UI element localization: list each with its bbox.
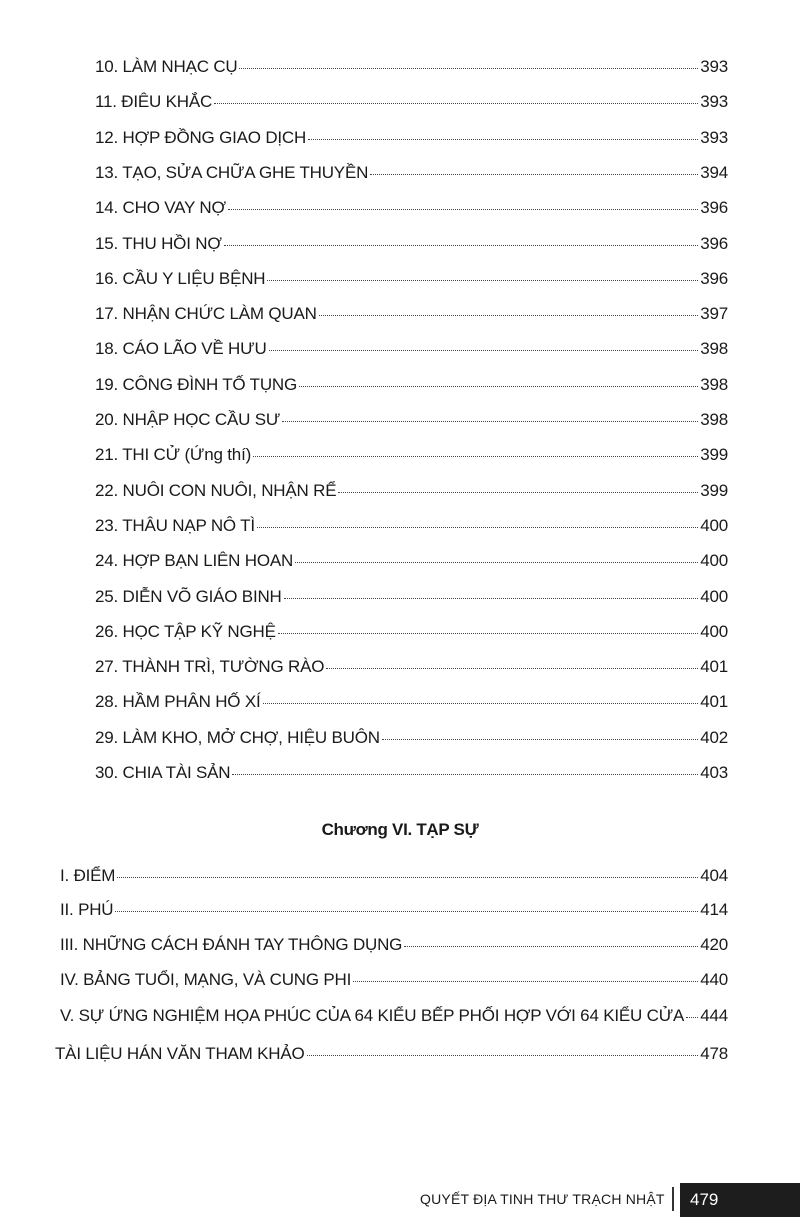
dot-leader [299,386,698,387]
toc-entry-page: 401 [700,657,728,677]
toc-entry-title: 26. HỌC TẬP KỸ NGHỆ [95,621,276,641]
toc-entry-title: II. PHÚ [60,900,114,919]
toc-entry-title: 19. CÔNG ĐÌNH TỐ TỤNG [95,374,298,394]
dot-leader [686,1017,698,1018]
dot-leader [282,421,698,422]
toc-entry-title: 20. NHẬP HỌC CẦU SƯ [95,410,281,429]
toc-entry-title: 16. CẦU Y LIỆU BỆNH [95,268,266,288]
dot-leader [115,911,698,912]
toc-entry-title: TÀI LIỆU HÁN VĂN THAM KHẢO [55,1044,305,1063]
dot-leader [308,139,698,140]
toc-entry [95,198,728,228]
toc-entry-page: 398 [700,374,728,394]
toc-entry [95,410,728,440]
toc-entry-page: 403 [700,763,728,782]
toc-entry-page: 396 [700,198,728,218]
toc-entry-page: 393 [700,92,728,112]
toc-entry [60,970,728,1000]
toc-entry [95,163,728,193]
dot-leader [382,739,698,740]
toc-entry [95,57,728,87]
toc-entry-title: 14. CHO VAY NỢ [95,198,226,218]
toc-entry-page: 440 [700,970,728,989]
toc-entry-page: 398 [700,410,728,429]
toc-entry-page: 399 [700,480,728,500]
dot-leader [224,245,699,246]
toc-entry-page: 396 [700,268,728,288]
toc-entry-title: 23. THÂU NẠP NÔ TÌ [95,515,255,535]
dot-leader [370,174,698,175]
toc-entry-page: 396 [700,233,728,253]
dot-leader [263,703,699,704]
toc-entry-page: 400 [700,621,728,641]
toc-entry [95,622,728,652]
toc-entry [95,234,728,264]
dot-leader [232,774,698,775]
toc-entry-page: 402 [700,727,728,747]
dot-leader [326,668,698,669]
toc-entry [60,900,728,930]
toc-entry-title: 28. HẦM PHÂN HỐ XÍ [95,692,261,712]
dot-leader [319,315,699,316]
toc-entry-page: 400 [700,515,728,535]
dot-leader [284,598,699,599]
dot-leader [253,456,698,457]
dot-leader [307,1055,699,1056]
toc-entry [95,92,728,122]
toc-entry [95,339,728,369]
toc-entry [95,128,728,158]
toc-entry-page: 393 [700,57,728,76]
dot-leader [228,209,698,210]
dot-leader [117,877,698,878]
toc-entry-page: 398 [700,339,728,359]
toc-entry-title: 25. DIỄN VÕ GIÁO BINH [95,586,282,606]
dot-leader [295,562,698,563]
dot-leader [269,350,699,351]
dot-leader [404,946,698,947]
toc-entry-title: 22. NUÔI CON NUÔI, NHẬN RỂ [95,480,337,500]
toc-entry [95,657,728,687]
toc-entry-page: 444 [700,1006,728,1025]
toc-entry-title: 30. CHIA TÀI SẢN [95,763,231,782]
toc-entry-title: I. ĐIỂM [60,866,116,885]
toc-entry-title: 12. HỢP ĐỒNG GIAO DỊCH [95,127,307,147]
toc-entry-title: V. SỰ ỨNG NGHIỆM HỌA PHÚC CỦA 64 KIỂU BẾP PHỐI HỢP VỚI 64 KIỂU CỬA [60,1006,685,1025]
toc-entry-title: 10. LÀM NHẠC CỤ [95,57,238,76]
footer-divider [672,1187,674,1211]
dot-leader [214,103,698,104]
toc-entry-page: 394 [700,162,728,182]
toc-entry-page: 420 [700,935,728,954]
toc-entry-title: 21. THI CỬ (Ứng thí) [95,445,252,465]
toc-entry [95,692,728,722]
toc-entry [55,1044,728,1074]
dot-leader [239,68,698,69]
toc-entry [95,551,728,581]
toc-entry [95,481,728,511]
toc-entry-title: 29. LÀM KHO, MỞ CHỢ, HIỆU BUÔN [95,727,380,747]
toc-entry [60,1006,728,1036]
dot-leader [338,492,698,493]
toc-entry [60,935,728,965]
toc-entry-title: IV. BẢNG TUỔI, MẠNG, VÀ CUNG PHI [60,970,352,989]
toc-entry-page: 399 [700,445,728,465]
running-title: QUYẾT ĐỊA TINH THƯ TRẠCH NHẬT [420,1191,665,1207]
page-footer [420,1183,800,1217]
toc-entry [95,516,728,546]
toc-entry [95,375,728,405]
toc-entry-page: 400 [700,551,728,571]
toc-entry-title: 11. ĐIÊU KHẮC [95,92,213,112]
toc-entry [95,269,728,299]
toc-entry-title: 27. THÀNH TRÌ, TƯỜNG RÀO [95,657,325,677]
toc-entry-title: 15. THU HỒI NỢ [95,233,222,253]
toc-entry [60,866,728,896]
dot-leader [278,633,698,634]
toc-entry-page: 404 [700,866,728,885]
toc-entry-title: 17. NHẬN CHỨC LÀM QUAN [95,304,317,324]
dot-leader [267,280,698,281]
toc-entry-title: 24. HỢP BẠN LIÊN HOAN [95,551,294,571]
toc-entry-page: 414 [700,900,728,919]
toc-entry [95,445,728,475]
toc-entry [95,304,728,334]
toc-entry [95,587,728,617]
dot-leader [257,527,698,528]
toc-entry-page: 400 [700,586,728,606]
chapter-heading: Chương VI. TẠP SỰ [321,820,479,839]
toc-entry-title: 18. CÁO LÃO VỀ HƯU [95,339,267,359]
toc-entry [95,763,728,793]
dot-leader [353,981,698,982]
toc-entry-title: 13. TẠO, SỬA CHỮA GHE THUYỀN [95,162,369,182]
toc-entry-page: 397 [700,304,728,324]
toc-entry-page: 401 [700,692,728,712]
toc-entry [95,728,728,758]
toc-entry-title: III. NHỮNG CÁCH ĐÁNH TAY THÔNG DỤNG [60,935,403,954]
toc-entry-page: 478 [700,1044,728,1063]
page-number: 479 [680,1183,800,1217]
toc-entry-page: 393 [700,127,728,147]
